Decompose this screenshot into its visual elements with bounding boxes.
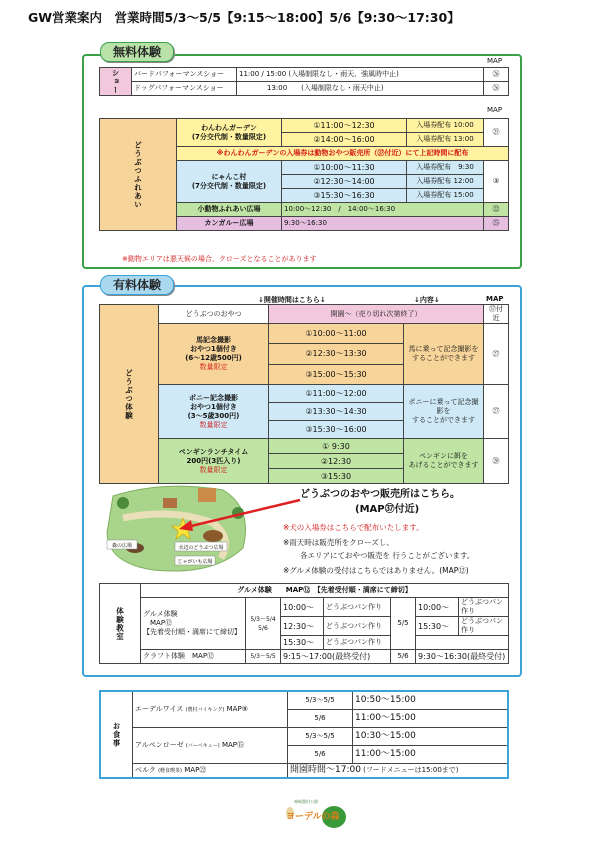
kangaroo-time: 9:30～16:30 <box>282 217 484 231</box>
paid-badge: 有料体験 <box>100 275 174 295</box>
edel-time: 11:00～15:00 <box>353 710 509 728</box>
bell-note: (フードメニューは15:00まで) <box>363 766 459 774</box>
edel-date: 5/3～5/5 <box>288 691 353 710</box>
time-slot: ②12:30 <box>269 454 404 469</box>
horse-map: ㉗ <box>484 324 509 385</box>
ticket-time: 入場券配布 10:00 <box>407 119 484 133</box>
horse-name: 馬記念撮影 おやつ1個付き (6～12歳500円) <box>185 336 242 362</box>
penguin-content: ペンギンに餌を あげることができます <box>404 439 484 484</box>
alpen-name: アルペンローゼ <box>135 740 184 749</box>
horse-content: 馬に乗って記念撮影を することができます <box>404 324 484 385</box>
time-slot: ②13:30～14:30 <box>269 403 404 421</box>
wanwan-map: ㉑ <box>484 119 509 147</box>
gurume-content: どうぶつパン作り <box>459 617 509 636</box>
meal-table <box>99 690 509 779</box>
edel-name: エーデルワイス <box>135 704 184 713</box>
nyanko-name: にゃんこ村 (7分交代制・数量限定) <box>177 161 282 203</box>
dobutsu-table <box>99 118 509 231</box>
craft-date: 5/3～5/5 <box>246 650 281 664</box>
oyatsu-map: ㊲付近 <box>484 305 509 324</box>
header-content: ↓内容↓ <box>414 296 440 304</box>
logo-small-text: 神崎農村公園 <box>294 799 318 804</box>
ticket-time: 入場券配布 12:00 <box>407 175 484 189</box>
map-header: MAP <box>486 295 504 303</box>
pony-cell <box>159 385 269 439</box>
oyatsu-name: どうぶつのおやつ <box>159 305 269 324</box>
oyatsu-time: 開園～（売り切れ次第終了） <box>269 305 484 324</box>
gurume-time: 15:30～ <box>416 617 459 636</box>
gurume-time: 15:30～ <box>281 636 324 650</box>
gurume-info: ※グルメ体験の受付はこちらではありません。(MAP⑫) <box>283 566 469 575</box>
show-name: バードパフォーマンスショー <box>132 68 237 82</box>
time-slot: ③15:30～16:30 <box>282 189 407 203</box>
pony-map: ㉗ <box>484 385 509 439</box>
penguin-map: ⑳ <box>484 439 509 484</box>
koshoku-time: 10:00～12:30 / 14:00～16:30 <box>282 203 484 217</box>
edel-sub: (農村バイキング) <box>185 706 225 713</box>
rain-info: ※雨天時は販売所をクローズし、 <box>283 538 394 547</box>
nyanko-map: ③ <box>484 161 509 203</box>
map-header: MAP <box>487 106 503 114</box>
page-title: GW営業案内 営業時間5/3～5/5【9:15～18:00】5/6【9:30～17:30】 <box>28 10 460 25</box>
taiken-header: グルメ体験 MAP⑫ 【先着受付順・満席にて締切】 <box>141 584 509 598</box>
alpen-sub: (バーベキュー) <box>185 742 220 749</box>
logo <box>268 797 348 829</box>
time-slot: ①11:00～12:00 <box>269 385 404 403</box>
time-slot: ②12:30～14:00 <box>282 175 407 189</box>
wanwan-name: わんわんガーデン (7分交代制・数量限定) <box>177 119 282 147</box>
time-slot: ③15:00～15:30 <box>269 364 404 384</box>
ticket-time: 入場券配布 15:00 <box>407 189 484 203</box>
gurume-date: 5/3～5/4 5/6 <box>246 598 281 650</box>
pony-name: ポニー記念撮影 おやつ1個付き (3～5歳300円) <box>187 393 240 420</box>
gurume-date: 5/5 <box>391 598 416 650</box>
koshoku-map: ㉒ <box>484 203 509 217</box>
gurume-time: 10:00～ <box>416 598 459 617</box>
ticket-time: 入場券配布 9:30 <box>407 161 484 175</box>
time-slot: ① 9:30 <box>269 439 404 454</box>
oyatsu-info: どうぶつのおやつ販売所はこちら。 <box>300 489 460 500</box>
logo-main-text: ヨーデルの森 <box>286 812 340 822</box>
bell-sub: (軽食喫茶) <box>158 767 183 774</box>
edel-cell <box>133 691 288 728</box>
oyatsu-map-info: (MAP㊲付近) <box>355 504 420 515</box>
alpen-date: 5/3～5/5 <box>288 728 353 746</box>
bell-time-cell <box>288 764 509 779</box>
alpen-time: 10:30～15:00 <box>353 728 509 746</box>
craft-time: 9:30～16:30(最終受付) <box>416 650 509 664</box>
gurume-time: 12:30～ <box>281 617 324 636</box>
bell-map: MAP㉒ <box>184 765 207 774</box>
kangaroo-name: カンガルー広場 <box>177 217 282 231</box>
pony-limit: 数量限定 <box>199 420 228 429</box>
show-name: ドッグパフォーマンスショー <box>132 82 237 96</box>
alpen-time: 11:00～15:00 <box>353 746 509 764</box>
alpen-date: 5/6 <box>288 746 353 764</box>
alpen-map: MAP⑮ <box>221 740 245 749</box>
taiken-side: 体験教室 <box>100 584 141 664</box>
bell-time: 開園時間～17:00 <box>290 765 361 775</box>
gurume-content: どうぶつパン作り <box>459 598 509 617</box>
kangaroo-map: ㉕ <box>484 217 509 231</box>
time-slot: ①10:00～11:00 <box>269 324 404 344</box>
craft-name: クラフト体験 MAP⑫ <box>141 650 246 664</box>
show-time: 11:00 / 15:00 (入場制限なし・雨天、強風時中止) <box>237 68 484 82</box>
craft-time: 9:15～17:00(最終受付) <box>281 650 391 664</box>
horse-limit: 数量限定 <box>199 363 228 371</box>
gurume-content: どうぶつパン作り <box>324 617 391 636</box>
koshoku-name: 小動物ふれあい広場 <box>177 203 282 217</box>
time-slot: ①10:00～11:30 <box>282 161 407 175</box>
gurume-name: グルメ体験 MAP⑫ 【先着受付順・満席にて締切】 <box>141 598 246 650</box>
time-slot: ③15:30 <box>269 469 404 484</box>
show-side: ショー <box>100 68 132 96</box>
map-header: MAP <box>487 57 503 65</box>
time-slot: ②12:30～13:30 <box>269 344 404 364</box>
penguin-name: ペンギンランチタイム 200円(3匹入り) <box>178 447 249 465</box>
ticket-time: 入場券配布 13:00 <box>407 133 484 147</box>
show-map: ㉖ <box>484 82 509 96</box>
show-time: 13:00 (入場制限なし・雨天中止) <box>237 82 484 96</box>
taiken-kyoshitsu-table <box>99 583 509 664</box>
gurume-content: どうぶつパン作り <box>324 636 391 650</box>
dobutsu-taiken-table <box>99 304 509 484</box>
show-map: ㉖ <box>484 68 509 82</box>
gurume-content: どうぶつパン作り <box>324 598 391 617</box>
dog-ticket-info: ※犬の入場券はこちらで配布いたします。 <box>283 523 424 532</box>
free-badge: 無料体験 <box>100 42 174 62</box>
paid-side: どうぶつ体験 <box>100 305 159 484</box>
meal-side-label: お食事 <box>100 691 133 778</box>
map-sign: 森の広場 <box>111 543 133 549</box>
map-sign: 水辺のどうぶつ広場 <box>178 545 224 551</box>
dobutsu-side: どうぶつふれあい <box>100 119 177 231</box>
bell-cell <box>133 764 288 779</box>
edel-date: 5/6 <box>288 710 353 728</box>
gurume-time: 10:00～ <box>281 598 324 617</box>
penguin-cell <box>159 439 269 484</box>
craft-date: 5/6 <box>391 650 416 664</box>
time-slot: ②14:00～16:00 <box>282 133 407 147</box>
map-sign: じゃがいも広場 <box>177 559 213 565</box>
bell-name: ベルク <box>135 765 156 774</box>
edel-map: MAP⑨ <box>226 704 248 713</box>
horse-cell <box>159 324 269 385</box>
time-slot: ①11:00～12:30 <box>282 119 407 133</box>
penguin-limit: 数量限定 <box>199 465 228 474</box>
wanwan-note: ※わんわんガーデンの入場券は動物おやつ販売所（㊲付近）にて上記時間に配布 <box>177 147 509 161</box>
alpen-cell <box>133 728 288 764</box>
free-footnote: ※動物エリアは悪天候の場合、クローズとなることがあります <box>122 255 317 263</box>
rain-info-2: 各エリアにておやつ販売を 行うことがございます。 <box>300 551 475 560</box>
edel-time: 10:50～15:00 <box>353 691 509 710</box>
pony-content: ポニーに乗って記念撮影を することができます <box>404 385 484 439</box>
time-slot: ③15:30～16:00 <box>269 421 404 439</box>
show-table <box>99 67 509 96</box>
header-time: ↓開催時間はこちら↓ <box>258 296 326 304</box>
